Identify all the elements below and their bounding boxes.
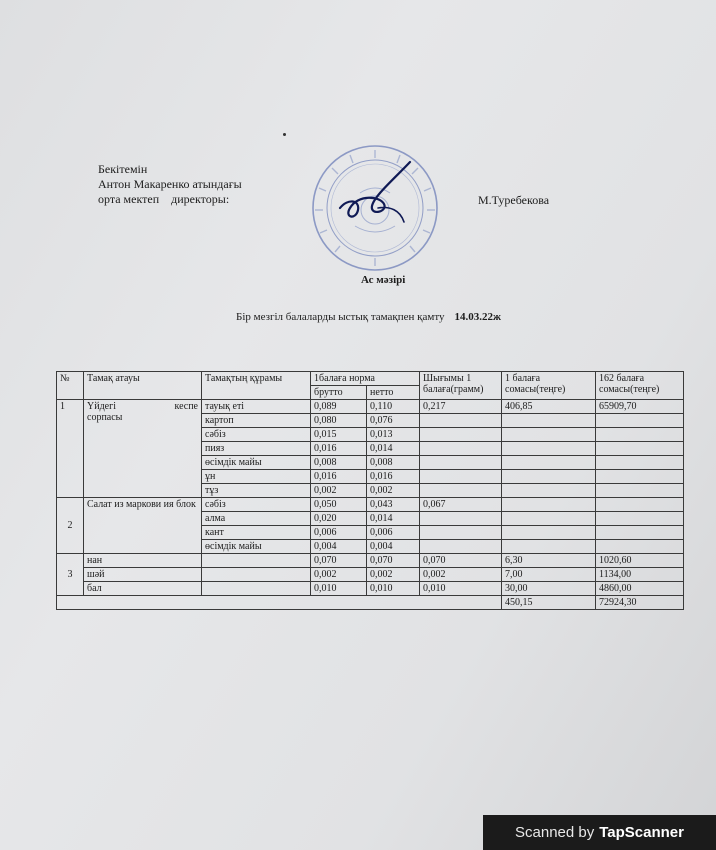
- totals-row: [57, 596, 684, 610]
- dish-name: Салат из маркови ия блок: [84, 498, 202, 554]
- ingredient: алма: [202, 512, 311, 526]
- brutto-value: 0,004: [311, 540, 367, 554]
- table-row: [57, 400, 684, 414]
- empty-cell: [502, 414, 596, 428]
- cost-one-value: 7,00: [502, 568, 596, 582]
- empty-cell: [420, 428, 502, 442]
- empty-cell: [202, 554, 311, 568]
- empty-cell: [502, 484, 596, 498]
- approval-director-title: директоры:: [171, 192, 230, 206]
- header-cost-one: 1 балаға сомасы(теңге): [502, 372, 596, 400]
- dish-name: нан: [84, 554, 202, 568]
- netto-value: 0,013: [367, 428, 420, 442]
- scanner-watermark: [483, 815, 716, 850]
- header-cost-total: 162 балаға сомасы(теңге): [596, 372, 684, 400]
- empty-cell: [502, 470, 596, 484]
- yield-value: 0,010: [420, 582, 502, 596]
- netto-value: 0,010: [367, 582, 420, 596]
- empty-cell: [596, 484, 684, 498]
- dish-number: 2: [57, 498, 84, 554]
- yield-value: 0,217: [420, 400, 502, 414]
- yield-value: 0,002: [420, 568, 502, 582]
- dish-name-word: кеспе: [174, 401, 198, 412]
- header-norm: 1балаға норма: [311, 372, 420, 386]
- empty-cell: [502, 456, 596, 470]
- netto-value: 0,002: [367, 568, 420, 582]
- empty-cell: [596, 512, 684, 526]
- brutto-value: 0,002: [311, 484, 367, 498]
- empty-cell: [420, 512, 502, 526]
- brutto-value: 0,070: [311, 554, 367, 568]
- scanner-prefix: Scanned by: [515, 824, 595, 841]
- menu-table: [56, 371, 684, 610]
- cost-one-value: 6,30: [502, 554, 596, 568]
- ingredient: сәбіз: [202, 498, 311, 512]
- netto-value: 0,004: [367, 540, 420, 554]
- empty-cell: [420, 540, 502, 554]
- ingredient: тауық еті: [202, 400, 311, 414]
- empty-cell: [502, 498, 596, 512]
- empty-cell: [502, 428, 596, 442]
- brutto-value: 0,006: [311, 526, 367, 540]
- brutto-value: 0,015: [311, 428, 367, 442]
- cost-total-value: 1020,60: [596, 554, 684, 568]
- dish-number: 3: [57, 554, 84, 596]
- table-row: [57, 568, 684, 582]
- dish-name-line: сорпасы: [87, 412, 123, 423]
- approval-school: орта мектеп: [98, 192, 160, 206]
- brutto-value: 0,050: [311, 498, 367, 512]
- total-cost-one: 450,15: [502, 596, 596, 610]
- empty-cell: [420, 456, 502, 470]
- ingredient: сәбіз: [202, 428, 311, 442]
- approval-block: [98, 162, 242, 207]
- dish-number: 1: [57, 400, 84, 498]
- menu-title: Ас мәзірі: [361, 274, 406, 286]
- approval-line-2: Антон Макаренко атындағы: [98, 177, 242, 191]
- empty-cell: [596, 498, 684, 512]
- netto-value: 0,006: [367, 526, 420, 540]
- brutto-value: 0,020: [311, 512, 367, 526]
- yield-value: 0,070: [420, 554, 502, 568]
- table-row: [57, 554, 684, 568]
- cost-total-value: 1134,00: [596, 568, 684, 582]
- empty-cell: [596, 442, 684, 456]
- empty-cell: [502, 540, 596, 554]
- empty-cell: [420, 484, 502, 498]
- empty-cell: [596, 428, 684, 442]
- brutto-value: 0,016: [311, 442, 367, 456]
- dish-name: бал: [84, 582, 202, 596]
- netto-value: 0,008: [367, 456, 420, 470]
- dish-name-line: [87, 401, 198, 412]
- empty-cell: [502, 512, 596, 526]
- header-netto: нетто: [367, 386, 420, 400]
- ingredient: өсімдік майы: [202, 456, 311, 470]
- table-row: [57, 498, 684, 512]
- empty-cell: [202, 568, 311, 582]
- netto-value: 0,043: [367, 498, 420, 512]
- header-dish: Тамақ атауы: [84, 372, 202, 400]
- netto-value: 0,070: [367, 554, 420, 568]
- header-num: №: [57, 372, 84, 400]
- brutto-value: 0,008: [311, 456, 367, 470]
- empty-cell: [420, 414, 502, 428]
- brutto-value: 0,080: [311, 414, 367, 428]
- total-cost-total: 72924,30: [596, 596, 684, 610]
- dish-name-word: Үйдегі: [87, 401, 116, 412]
- ingredient: картоп: [202, 414, 311, 428]
- approval-line-3: [98, 192, 242, 207]
- brutto-value: 0,089: [311, 400, 367, 414]
- empty-cell: [596, 470, 684, 484]
- header-composition: Тамақтың құрамы: [202, 372, 311, 400]
- empty-cell: [57, 596, 502, 610]
- table-row: [57, 582, 684, 596]
- ingredient: өсімдік майы: [202, 540, 311, 554]
- header-brutto: брутто: [311, 386, 367, 400]
- subtitle: [236, 311, 501, 323]
- cost-one-value: 30,00: [502, 582, 596, 596]
- empty-cell: [596, 526, 684, 540]
- netto-value: 0,002: [367, 484, 420, 498]
- brutto-value: 0,002: [311, 568, 367, 582]
- approval-line-1: Бекітемін: [98, 162, 148, 176]
- empty-cell: [420, 470, 502, 484]
- school-stamp: [300, 138, 450, 288]
- director-name: М.Туребекова: [478, 193, 550, 207]
- speck: [283, 133, 286, 136]
- ingredient: пияз: [202, 442, 311, 456]
- empty-cell: [596, 540, 684, 554]
- netto-value: 0,016: [367, 470, 420, 484]
- netto-value: 0,076: [367, 414, 420, 428]
- empty-cell: [502, 526, 596, 540]
- cost-one-value: 406,85: [502, 400, 596, 414]
- brutto-value: 0,016: [311, 470, 367, 484]
- brutto-value: 0,010: [311, 582, 367, 596]
- dish-name: [84, 400, 202, 498]
- netto-value: 0,014: [367, 442, 420, 456]
- empty-cell: [596, 456, 684, 470]
- ingredient: тұз: [202, 484, 311, 498]
- scanner-brand: TapScanner: [599, 824, 684, 841]
- empty-cell: [502, 442, 596, 456]
- subtitle-text: Бір мезгіл балаларды ыстық тамақпен қамту: [236, 311, 445, 323]
- ingredient: ұн: [202, 470, 311, 484]
- empty-cell: [596, 414, 684, 428]
- empty-cell: [420, 442, 502, 456]
- empty-cell: [202, 582, 311, 596]
- menu-date: 14.03.22ж: [454, 311, 502, 323]
- header-yield: Шығымы 1 балаға(грамм): [420, 372, 502, 400]
- netto-value: 0,014: [367, 512, 420, 526]
- cost-total-value: 4860,00: [596, 582, 684, 596]
- dish-name: шәй: [84, 568, 202, 582]
- empty-cell: [420, 526, 502, 540]
- yield-value: 0,067: [420, 498, 502, 512]
- ingredient: кант: [202, 526, 311, 540]
- cost-total-value: 65909,70: [596, 400, 684, 414]
- netto-value: 0,110: [367, 400, 420, 414]
- header-row: [57, 372, 684, 386]
